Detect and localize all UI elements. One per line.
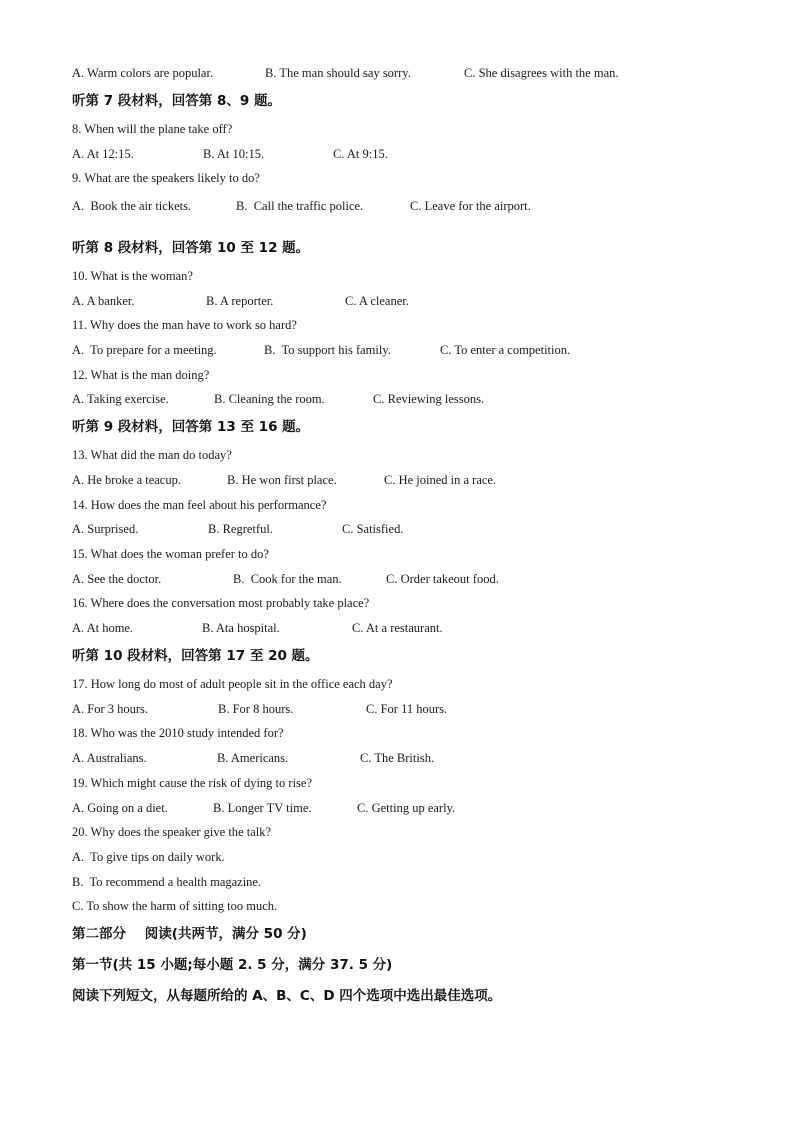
part-two-heading: 第二部分 阅读(共两节，满分 50 分) — [72, 926, 307, 942]
option-a: A. He broke a teacup. — [72, 473, 181, 487]
option-a: A. Surprised. — [72, 522, 139, 536]
option-c: C. A cleaner. — [345, 294, 409, 308]
section-heading-10: 听第 10 段材料，回答第 17 至 20 题。 — [72, 648, 319, 664]
option-b: B. At 10:15. — [203, 147, 265, 161]
option-c: C. To show the harm of sitting too much. — [72, 899, 278, 913]
question-9: 9. What are the speakers likely to do? — [72, 171, 260, 185]
option-a: A. To prepare for a meeting. — [72, 343, 217, 357]
question-20: 20. Why does the speaker give the talk? — [72, 825, 272, 839]
reading-instructions: 阅读下列短文，从每题所给的 A、B、C、D 四个选项中选出最佳选项。 — [72, 988, 502, 1004]
option-b: B. The man should say sorry. — [265, 66, 411, 80]
option-a: A. See the doctor. — [72, 572, 162, 586]
section-heading-7: 听第 7 段材料，回答第 8、9 题。 — [72, 93, 281, 109]
option-c: C. At 9:15. — [333, 147, 388, 161]
option-a: A. Taking exercise. — [72, 392, 169, 406]
option-c: C. For 11 hours. — [366, 702, 448, 716]
section-heading-8: 听第 8 段材料，回答第 10 至 12 题。 — [72, 240, 310, 256]
option-b: B. For 8 hours. — [218, 702, 294, 716]
question-16: 16. Where does the conversation most probably take place? — [72, 596, 370, 610]
option-c: C. Satisfied. — [342, 522, 404, 536]
option-b: B. To support his family. — [264, 343, 391, 357]
option-a: A. For 3 hours. — [72, 702, 149, 716]
option-c: C. Getting up early. — [357, 801, 456, 815]
option-a: A. Going on a diet. — [72, 801, 168, 815]
option-c: C. Leave for the airport. — [410, 199, 531, 213]
option-a: A. A banker. — [72, 294, 135, 308]
option-b: B. To recommend a health magazine. — [72, 875, 262, 889]
option-a: A. At 12:15. — [72, 147, 134, 161]
option-c: C. She disagrees with the man. — [464, 66, 619, 80]
option-c: C. Order takeout food. — [386, 572, 499, 586]
option-b: B. Ata hospital. — [202, 621, 280, 635]
option-b: B. Regretful. — [208, 522, 273, 536]
option-b: B. He won first place. — [227, 473, 337, 487]
section-heading-9: 听第 9 段材料，回答第 13 至 16 题。 — [72, 419, 310, 435]
question-14: 14. How does the man feel about his performance? — [72, 498, 327, 512]
option-c: C. He joined in a race. — [384, 473, 497, 487]
question-12: 12. What is the man doing? — [72, 368, 210, 382]
question-19: 19. Which might cause the risk of dying to rise? — [72, 776, 312, 790]
option-b: B. Call the traffic police. — [236, 199, 364, 213]
option-c: C. At a restaurant. — [352, 621, 443, 635]
option-a: A. At home. — [72, 621, 134, 635]
question-15: 15. What does the woman prefer to do? — [72, 547, 269, 561]
option-a: A. To give tips on daily work. — [72, 850, 225, 864]
option-a: A. Book the air tickets. — [72, 199, 192, 213]
question-8: 8. When will the plane take off? — [72, 122, 233, 136]
question-11: 11. Why does the man have to work so hard? — [72, 318, 297, 332]
option-c: C. To enter a competition. — [440, 343, 571, 357]
option-b: B. Cleaning the room. — [214, 392, 325, 406]
question-10: 10. What is the woman? — [72, 269, 193, 283]
option-c: C. The British. — [360, 751, 435, 765]
option-b: B. Americans. — [217, 751, 289, 765]
section-one-heading: 第一节(共 15 小题;每小题 2. 5 分，满分 37. 5 分) — [72, 957, 393, 973]
option-c: C. Reviewing lessons. — [373, 392, 485, 406]
option-a: A. Australians. — [72, 751, 147, 765]
option-a: A. Warm colors are popular. — [72, 66, 214, 80]
option-b: B. Longer TV time. — [213, 801, 312, 815]
question-17: 17. How long do most of adult people sit in the office each day? — [72, 677, 393, 691]
question-13: 13. What did the man do today? — [72, 448, 232, 462]
option-b: B. Cook for the man. — [233, 572, 342, 586]
question-18: 18. Who was the 2010 study intended for? — [72, 726, 284, 740]
option-b: B. A reporter. — [206, 294, 274, 308]
